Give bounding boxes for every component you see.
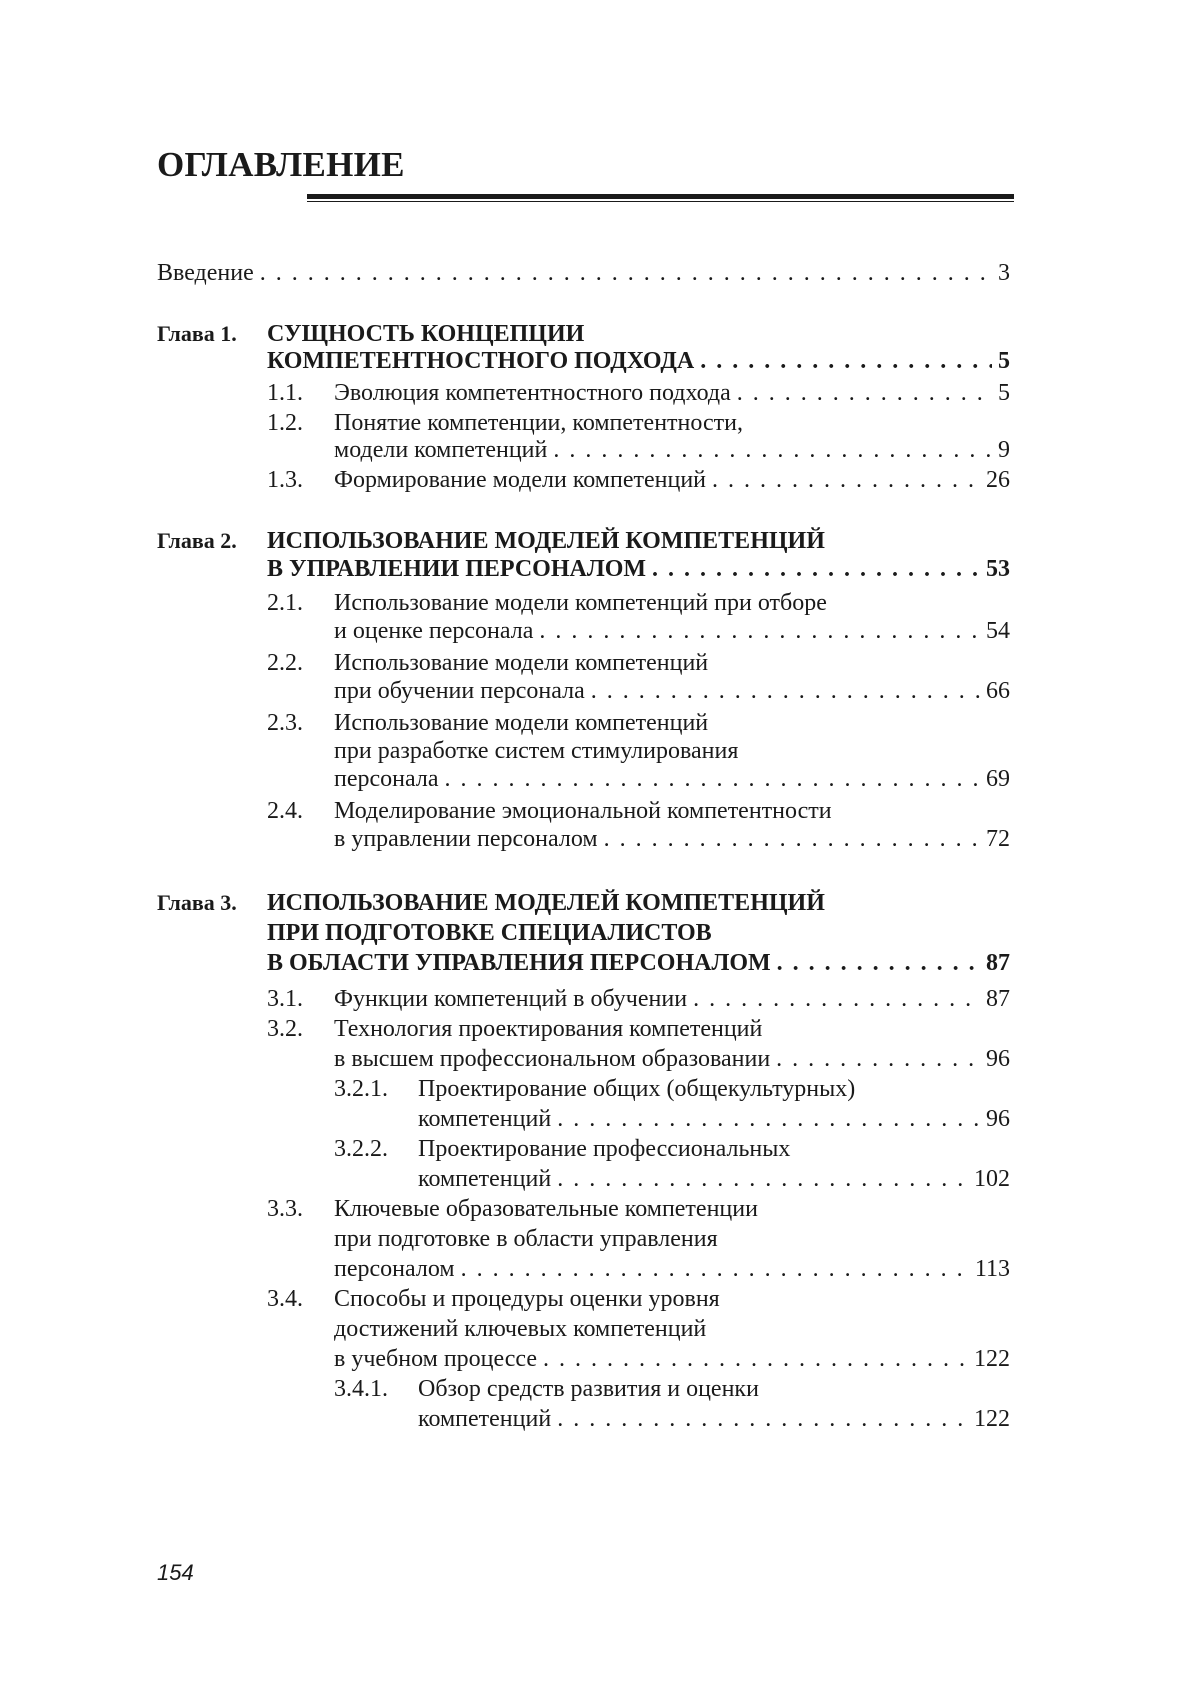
toc-entry-text[interactable]: Технология проектирования компетенций: [334, 1016, 763, 1042]
toc-entry-3-3[interactable]: [334, 1254, 1010, 1284]
dot-leader: [260, 258, 992, 288]
toc-page-number: 87: [986, 950, 1010, 976]
toc-entry-text: персоналом: [334, 1256, 455, 1282]
toc-entry-text[interactable]: Использование модели компетенций: [334, 710, 709, 736]
title-rule-thick: [307, 194, 1014, 199]
toc-entry-text: компетенций: [418, 1406, 552, 1432]
chapter-title-line[interactable]: ИСПОЛЬЗОВАНИЕ МОДЕЛЕЙ КОМПЕТЕНЦИЙ: [267, 890, 825, 916]
toc-page-number: 113: [974, 1256, 1010, 1282]
title-rule-thin: [307, 201, 1014, 202]
section-number: 2.2.: [267, 650, 303, 676]
toc-entry-text: персонала: [334, 766, 439, 792]
toc-entry-3-1[interactable]: [334, 984, 1010, 1014]
toc-page-number: 54: [986, 618, 1010, 644]
toc-page-number: 102: [974, 1166, 1010, 1192]
toc-entry-text: и оценке персонала: [334, 618, 534, 644]
toc-entry-text[interactable]: Проектирование профессиональных: [418, 1136, 791, 1162]
toc-page-number: 87: [986, 986, 1010, 1012]
toc-entry-3-4-1[interactable]: [418, 1404, 1010, 1434]
dot-leader: [543, 1344, 968, 1374]
toc-entry-3-2[interactable]: [334, 1044, 1010, 1074]
dot-leader: [652, 554, 980, 584]
toc-entry-1-1[interactable]: [334, 378, 1010, 408]
section-number: 1.3.: [267, 467, 303, 493]
toc-entry-text[interactable]: Понятие компетенции, компетентности,: [334, 410, 743, 436]
toc-entry-text[interactable]: Проектирование общих (общекультурных): [418, 1076, 856, 1102]
toc-entry-3-4[interactable]: [334, 1344, 1010, 1374]
toc-entry-text[interactable]: Способы и процедуры оценки уровня: [334, 1286, 720, 1312]
dot-leader: [539, 616, 980, 646]
toc-entry-text[interactable]: Моделирование эмоциональной компетентности: [334, 798, 832, 824]
toc-entry-text[interactable]: Ключевые образовательные компетенции: [334, 1196, 758, 1222]
toc-entry-text[interactable]: при подготовке в области управления: [334, 1226, 718, 1252]
toc-entry-text: Формирование модели компетенций: [334, 467, 706, 493]
chapter-label: Глава 2.: [157, 528, 237, 553]
toc-entry-2-3[interactable]: [334, 764, 1010, 794]
toc-page-number: 9: [998, 437, 1010, 463]
chapter-title-line: КОМПЕТЕНТНОСТНОГО ПОДХОДА: [267, 348, 695, 374]
section-number: 3.2.1.: [334, 1076, 388, 1102]
section-number: 2.4.: [267, 798, 303, 824]
toc-entry-text: в высшем профессиональном образовании: [334, 1046, 771, 1072]
toc-entry-text[interactable]: Обзор средств развития и оценки: [418, 1376, 759, 1402]
toc-page-number: 122: [974, 1346, 1010, 1372]
chapter-title-line: В УПРАВЛЕНИИ ПЕРСОНАЛОМ: [267, 556, 647, 582]
section-number: 2.1.: [267, 590, 303, 616]
dot-leader: [557, 1404, 968, 1434]
toc-entry-2-4[interactable]: [334, 824, 1010, 854]
section-number: 3.4.: [267, 1286, 303, 1312]
dot-leader: [776, 1044, 980, 1074]
toc-page-number: 26: [986, 467, 1010, 493]
toc-entry-1-2[interactable]: [334, 435, 1010, 465]
toc-entry-3-2-1[interactable]: [418, 1104, 1010, 1134]
page-title: ОГЛАВЛЕНИЕ: [157, 145, 405, 184]
section-number: 3.2.: [267, 1016, 303, 1042]
toc-page-number: 3: [998, 260, 1010, 286]
toc-entry-text: компетенций: [418, 1166, 552, 1192]
chapter-label: Глава 1.: [157, 321, 237, 346]
toc-page-number: 5: [998, 380, 1010, 406]
dot-leader: [461, 1254, 969, 1284]
toc-entry-text: в учебном процессе: [334, 1346, 538, 1372]
toc-entry-3-2-2[interactable]: [418, 1164, 1010, 1194]
dot-leader: [700, 346, 992, 376]
dot-leader: [737, 378, 992, 408]
toc-entry-text: модели компетенций: [334, 437, 548, 463]
dot-leader: [553, 435, 992, 465]
chapter-label: Глава 3.: [157, 890, 237, 915]
toc-entry-2-2[interactable]: [334, 676, 1010, 706]
toc-entry-text[interactable]: при разработке систем стимулирования: [334, 738, 739, 764]
section-number: 2.3.: [267, 710, 303, 736]
toc-entry-text[interactable]: достижений ключевых компетенций: [334, 1316, 707, 1342]
toc-entry-chapter-2[interactable]: [267, 554, 1010, 584]
dot-leader: [557, 1164, 968, 1194]
section-number: 3.3.: [267, 1196, 303, 1222]
dot-leader: [591, 676, 980, 706]
toc-entry-text: Эволюция компетентностного подхода: [334, 380, 731, 406]
dot-leader: [604, 824, 980, 854]
toc-entry-1-3[interactable]: [334, 465, 1010, 495]
toc-page-number: 66: [986, 678, 1010, 704]
toc-page-number: 122: [974, 1406, 1010, 1432]
section-number: 3.2.2.: [334, 1136, 388, 1162]
toc-entry-text: Функции компетенций в обучении: [334, 986, 688, 1012]
dot-leader: [693, 984, 980, 1014]
section-number: 1.1.: [267, 380, 303, 406]
dot-leader: [777, 948, 980, 978]
chapter-title-line[interactable]: ПРИ ПОДГОТОВКЕ СПЕЦИАЛИСТОВ: [267, 920, 712, 946]
toc-page-number: 96: [986, 1106, 1010, 1132]
toc-entry-text: при обучении персонала: [334, 678, 585, 704]
section-number: 3.4.1.: [334, 1376, 388, 1402]
toc-page-number: 69: [986, 766, 1010, 792]
dot-leader: [712, 465, 980, 495]
toc-entry-text: Введение: [157, 260, 254, 286]
chapter-title-line[interactable]: СУЩНОСТЬ КОНЦЕПЦИИ: [267, 321, 585, 347]
toc-page-number: 72: [986, 826, 1010, 852]
toc-page-number: 5: [998, 348, 1010, 374]
toc-entry-text: в управлении персоналом: [334, 826, 598, 852]
section-number: 1.2.: [267, 410, 303, 436]
toc-entry-chapter-3[interactable]: [267, 948, 1010, 978]
dot-leader: [557, 1104, 980, 1134]
toc-page-number: 53: [986, 556, 1010, 582]
chapter-title-line: В ОБЛАСТИ УПРАВЛЕНИЯ ПЕРСОНАЛОМ: [267, 950, 771, 976]
toc-entry-intro[interactable]: [157, 258, 1010, 288]
page-number-folio: 154: [157, 1560, 194, 1585]
toc-entry-text[interactable]: Использование модели компетенций: [334, 650, 709, 676]
toc-page-number: 96: [986, 1046, 1010, 1072]
toc-entry-text: компетенций: [418, 1106, 552, 1132]
section-number: 3.1.: [267, 986, 303, 1012]
toc-entry-chapter-1[interactable]: [267, 346, 1010, 376]
toc-entry-text[interactable]: Использование модели компетенций при отборе: [334, 590, 827, 616]
chapter-title-line[interactable]: ИСПОЛЬЗОВАНИЕ МОДЕЛЕЙ КОМПЕТЕНЦИЙ: [267, 528, 825, 554]
dot-leader: [444, 764, 980, 794]
toc-entry-2-1[interactable]: [334, 616, 1010, 646]
